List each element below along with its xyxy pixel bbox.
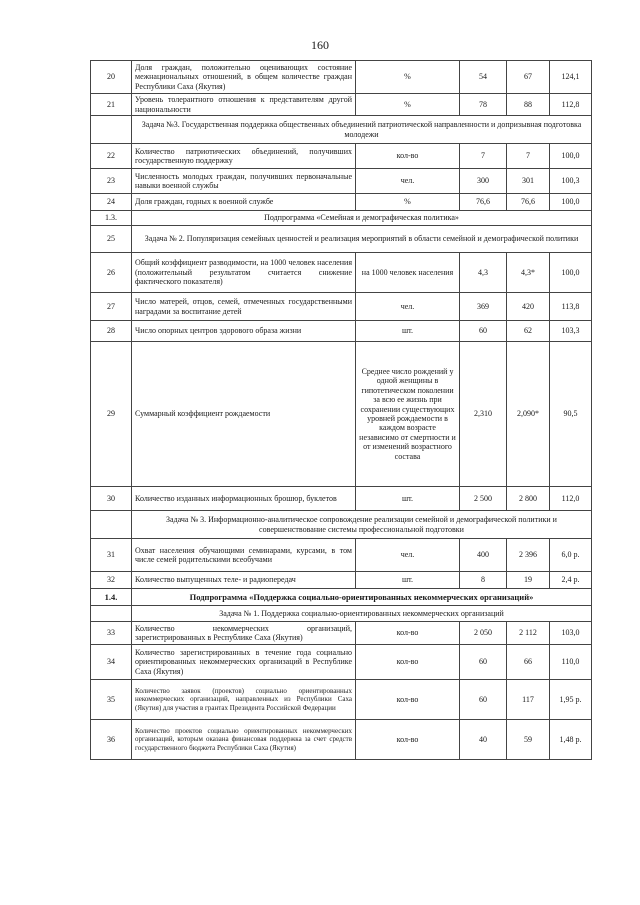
actual-value-cell: 420 <box>507 293 550 321</box>
table-row <box>91 321 592 342</box>
unit-cell: чел. <box>356 293 460 321</box>
indicator-name-cell: Количество изданных информационных брошюр, буклетов <box>132 487 356 511</box>
actual-value-cell: 2 112 <box>507 622 550 645</box>
table-row <box>91 226 592 253</box>
completion-percent-cell: 100,0 <box>550 253 592 293</box>
row-number-cell: 1.3. <box>91 211 132 226</box>
row-number-cell: 20 <box>91 61 132 94</box>
table-row <box>91 211 592 226</box>
actual-value-cell: 59 <box>507 720 550 760</box>
plan-value-cell: 54 <box>460 61 507 94</box>
unit-cell: кол-во <box>356 622 460 645</box>
plan-value-cell: 300 <box>460 169 507 194</box>
completion-percent-cell: 100,0 <box>550 194 592 211</box>
row-number-cell: 33 <box>91 622 132 645</box>
plan-value-cell: 7 <box>460 144 507 169</box>
indicator-name-cell: Доля граждан, годных к военной службе <box>132 194 356 211</box>
actual-value-cell: 117 <box>507 680 550 720</box>
unit-cell: кол-во <box>356 680 460 720</box>
row-number-cell: 29 <box>91 342 132 487</box>
row-number-cell: 1.4. <box>91 589 132 606</box>
row-number-cell: 32 <box>91 572 132 589</box>
table-row <box>91 293 592 321</box>
completion-percent-cell: 100,3 <box>550 169 592 194</box>
indicator-name-cell: Численность молодых граждан, получивших первоначальные навыки военной службы <box>132 169 356 194</box>
indicator-name-cell: Число матерей, отцов, семей, отмеченных государственными наградами за воспитание детей <box>132 293 356 321</box>
actual-value-cell: 7 <box>507 144 550 169</box>
indicator-name-cell: Количество заявок (проектов) социально ориентированных некоммерческих организаций, направленных из Республики Саха (Якутия) для участия в грантах Президента Российской Федерации <box>132 680 356 720</box>
actual-value-cell: 4,3* <box>507 253 550 293</box>
indicator-name-cell: Уровень толерантного отношения к представителям другой национальности <box>132 94 356 116</box>
plan-value-cell: 2,310 <box>460 342 507 487</box>
plan-value-cell: 60 <box>460 645 507 680</box>
unit-cell: шт. <box>356 487 460 511</box>
row-number-cell <box>91 606 132 622</box>
page-number: 160 <box>311 38 329 52</box>
table-row <box>91 61 592 94</box>
unit-cell: % <box>356 61 460 94</box>
indicator-name-cell: Суммарный коэффициент рождаемости <box>132 342 356 487</box>
completion-percent-cell: 112,0 <box>550 487 592 511</box>
table-row <box>91 572 592 589</box>
table-row <box>91 589 592 606</box>
completion-percent-cell: 6,0 р. <box>550 539 592 572</box>
completion-percent-cell: 100,0 <box>550 144 592 169</box>
plan-value-cell: 40 <box>460 720 507 760</box>
completion-percent-cell: 1,95 р. <box>550 680 592 720</box>
indicator-name-cell: Общий коэффициент разводимости, на 1000 человек населения (положительный результатом считается снижение фактического показателя) <box>132 253 356 293</box>
plan-value-cell: 8 <box>460 572 507 589</box>
unit-cell: % <box>356 194 460 211</box>
row-number-cell: 24 <box>91 194 132 211</box>
row-number-cell: 27 <box>91 293 132 321</box>
table-row <box>91 720 592 760</box>
actual-value-cell: 301 <box>507 169 550 194</box>
indicator-name-cell: Количество проектов социально ориентированных некоммерческих организаций, которым оказана финансовая поддержка за счет средств государственного бюджета Республики Саха (Якутия) <box>132 720 356 760</box>
table-row <box>91 342 592 487</box>
indicator-name-cell: Количество некоммерческих организаций, зарегистрированных в Республике Саха (Якутия) <box>132 622 356 645</box>
unit-cell: кол-во <box>356 645 460 680</box>
actual-value-cell: 2,090* <box>507 342 550 487</box>
row-number-cell: 31 <box>91 539 132 572</box>
indicators-table-body <box>91 61 592 760</box>
row-number-cell: 23 <box>91 169 132 194</box>
completion-percent-cell: 1,48 р. <box>550 720 592 760</box>
table-row <box>91 487 592 511</box>
row-number-cell <box>91 116 132 144</box>
row-number-cell: 22 <box>91 144 132 169</box>
table-row <box>91 116 592 144</box>
indicator-name-cell: Количество зарегистрированных в течение года социально ориентированных некоммерческих организаций в Республике Саха (Якутия) <box>132 645 356 680</box>
task-heading-cell: Задача № 3. Информационно-аналитическое сопровождение реализации семейной и демографической политики и совершенствование системы профессиональной подготовки <box>132 511 592 539</box>
table-row <box>91 94 592 116</box>
unit-cell: шт. <box>356 321 460 342</box>
plan-value-cell: 76,6 <box>460 194 507 211</box>
row-number-cell: 36 <box>91 720 132 760</box>
plan-value-cell: 60 <box>460 680 507 720</box>
indicators-table <box>90 60 592 760</box>
table-row <box>91 622 592 645</box>
actual-value-cell: 2 396 <box>507 539 550 572</box>
indicator-name-cell: Число опорных центров здорового образа жизни <box>132 321 356 342</box>
task-heading-cell: Задача № 2. Популяризация семейных ценностей и реализация мероприятий в области семейной и демографической политики <box>132 226 592 253</box>
row-number-cell: 34 <box>91 645 132 680</box>
row-number-cell: 26 <box>91 253 132 293</box>
table-row <box>91 169 592 194</box>
plan-value-cell: 400 <box>460 539 507 572</box>
row-number-cell: 35 <box>91 680 132 720</box>
unit-cell: шт. <box>356 572 460 589</box>
indicator-name-cell: Доля граждан, положительно оценивающих состояние межнациональных отношений, в общем количестве граждан Республики Саха (Якутия) <box>132 61 356 94</box>
table-row <box>91 511 592 539</box>
completion-percent-cell: 103,0 <box>550 622 592 645</box>
plan-value-cell: 4,3 <box>460 253 507 293</box>
actual-value-cell: 62 <box>507 321 550 342</box>
task-heading-cell: Задача №3. Государственная поддержка общественных объединений патриотической направленности и допризывная подготовка молодежи <box>132 116 592 144</box>
unit-cell: кол-во <box>356 144 460 169</box>
completion-percent-cell: 124,1 <box>550 61 592 94</box>
completion-percent-cell: 113,8 <box>550 293 592 321</box>
actual-value-cell: 76,6 <box>507 194 550 211</box>
completion-percent-cell: 90,5 <box>550 342 592 487</box>
row-number-cell: 28 <box>91 321 132 342</box>
actual-value-cell: 2 800 <box>507 487 550 511</box>
row-number-cell: 21 <box>91 94 132 116</box>
row-number-cell: 30 <box>91 487 132 511</box>
actual-value-cell: 19 <box>507 572 550 589</box>
actual-value-cell: 67 <box>507 61 550 94</box>
table-row <box>91 539 592 572</box>
unit-cell: % <box>356 94 460 116</box>
table-row <box>91 253 592 293</box>
table-row <box>91 194 592 211</box>
plan-value-cell: 78 <box>460 94 507 116</box>
subprogram-heading-cell: Подпрограмма «Поддержка социально-ориентированных некоммерческих организаций» <box>132 589 592 606</box>
completion-percent-cell: 112,8 <box>550 94 592 116</box>
table-row <box>91 606 592 622</box>
unit-cell: на 1000 человек населения <box>356 253 460 293</box>
unit-cell: чел. <box>356 539 460 572</box>
indicator-name-cell: Количество патриотических объединений, получивших государственную поддержку <box>132 144 356 169</box>
plan-value-cell: 2 500 <box>460 487 507 511</box>
indicator-name-cell: Количество выпущенных теле- и радиопередач <box>132 572 356 589</box>
plan-value-cell: 369 <box>460 293 507 321</box>
completion-percent-cell: 110,0 <box>550 645 592 680</box>
completion-percent-cell: 103,3 <box>550 321 592 342</box>
table-row <box>91 645 592 680</box>
plan-value-cell: 2 050 <box>460 622 507 645</box>
subprogram-heading-cell: Подпрограмма «Семейная и демографическая политика» <box>132 211 592 226</box>
completion-percent-cell: 2,4 р. <box>550 572 592 589</box>
row-number-cell <box>91 511 132 539</box>
plan-value-cell: 60 <box>460 321 507 342</box>
indicator-name-cell: Охват населения обучающими семинарами, курсами, в том числе семей родительскими всеобучами <box>132 539 356 572</box>
table-row <box>91 680 592 720</box>
unit-cell: кол-во <box>356 720 460 760</box>
row-number-cell: 25 <box>91 226 132 253</box>
unit-cell: Среднее число рождений у одной женщины в гипотетическом поколении за всю ее жизнь при сохранении существующих уровней рождаемости в каждом возрасте независимо от смертности и от изменений возрастного состава <box>356 342 460 487</box>
table-row <box>91 144 592 169</box>
actual-value-cell: 88 <box>507 94 550 116</box>
task-heading-cell: Задача № 1. Поддержка социально-ориентированных некоммерческих организаций <box>132 606 592 622</box>
actual-value-cell: 66 <box>507 645 550 680</box>
unit-cell: чел. <box>356 169 460 194</box>
